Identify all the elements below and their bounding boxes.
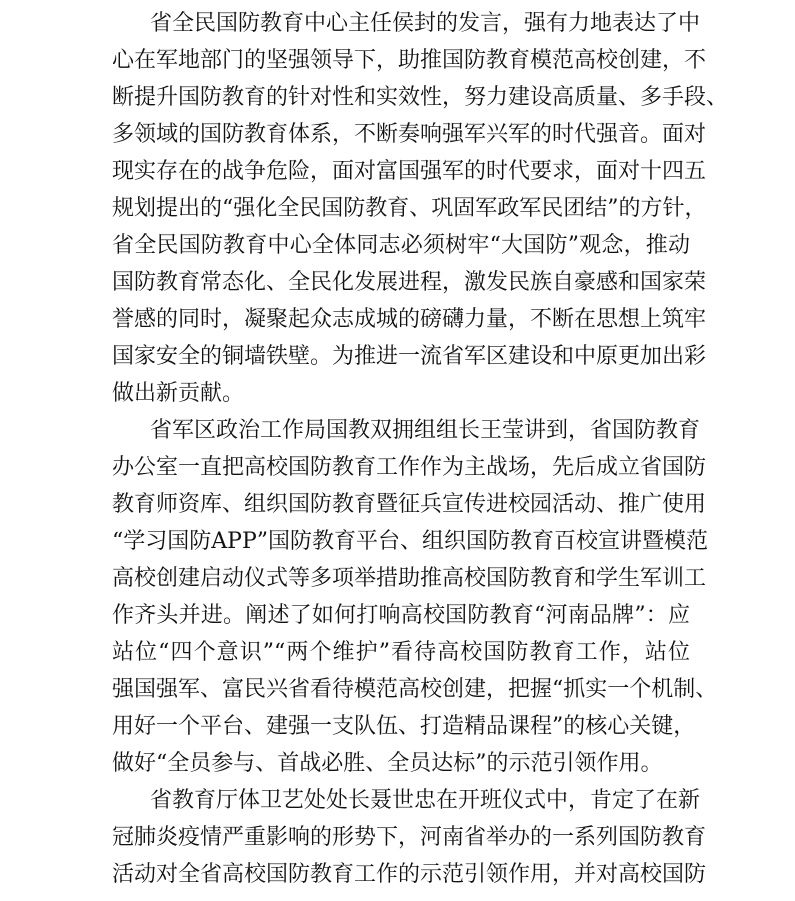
text-line: 站位“四个意识”“两个维护”看待高校国防教育工作，站位 [112, 640, 690, 665]
text-line: 断提升国防教育的针对性和实效性，努力建设高质量、多手段、 [112, 85, 729, 110]
text-line: 规划提出的“强化全民国防教育、巩固军政军民团结”的方针， [112, 196, 707, 221]
text-line: 心在军地部门的坚强领导下，助推国防教育模范高校创建，不 [112, 48, 707, 73]
text-line: 现实存在的战争危险，面对富国强军的时代要求，面对十四五 [112, 159, 707, 184]
text-line: “学习国防APP”国防教育平台、组织国防教育百校宣讲暨模范 [112, 529, 708, 554]
text-line: 用好一个平台、建强一支队伍、打造精品课程”的核心关键， [112, 714, 696, 739]
text-line: 强国强军、富民兴省看待模范高校创建，把握“抓实一个机制、 [112, 677, 718, 702]
text-line: 省教育厅体卫艺处处长聂世忠在开班仪式中，肯定了在新 [150, 788, 701, 813]
text-line: 国防教育常态化、全民化发展进程，激发民族自豪感和国家荣 [112, 270, 707, 295]
text-line: 国家安全的铜墙铁壁。为推进一流省军区建设和中原更加出彩 [112, 344, 707, 369]
text-line: 办公室一直把高校国防教育工作作为主战场，先后成立省国防 [112, 455, 707, 480]
text-line: 高校创建启动仪式等多项举措助推高校国防教育和学生军训工 [112, 566, 707, 591]
text-line: 做好“全员参与、首战必胜、全员达标”的示范引领作用。 [112, 751, 663, 776]
text-line: 多领域的国防教育体系，不断奏响强军兴军的时代强音。面对 [112, 122, 707, 147]
text-line: 省全民国防教育中心主任侯封的发言，强有力地表达了中 [150, 11, 701, 36]
text-line: 省军区政治工作局国教双拥组组长王莹讲到，省国防教育 [150, 418, 701, 443]
text-line: 冠肺炎疫情严重影响的形势下，河南省举办的一系列国防教育 [112, 825, 707, 850]
text-line: 誉感的同时，凝聚起众志成城的磅礴力量，不断在思想上筑牢 [112, 307, 707, 332]
text-line: 做出新贡献。 [112, 381, 245, 406]
text-line: 作齐头并进。阐述了如何打响高校国防教育“河南品牌”：应 [112, 603, 690, 628]
text-line: 省全民国防教育中心全体同志必须树牢“大国防”观念，推动 [112, 233, 690, 258]
text-line: 活动对全省高校国防教育工作的示范引领作用，并对高校国防 [112, 862, 707, 887]
text-line: 教育师资库、组织国防教育暨征兵宣传进校园活动、推广使用 [112, 492, 707, 517]
